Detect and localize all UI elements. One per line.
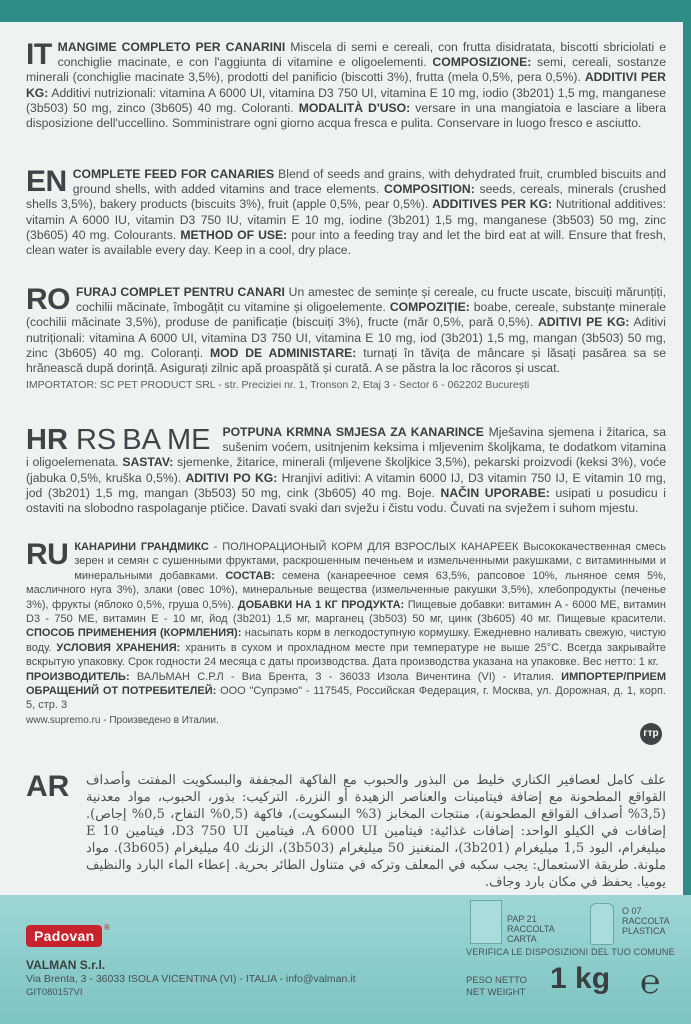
intro-ro: Un amestec de semințe și cereale, cu fructe uscate, biscuiți mărunțiți, cochilii măcinate, îmbogățit cu vitamine și oligoelemente. [76,285,666,315]
plastic-recycle-icon [590,903,614,945]
plastic-line1: RACCOLTA [622,916,670,926]
lang-code-en: EN [26,165,67,198]
title-ro: FURAJ COMPLET PENTRU CANARI [76,285,285,299]
comp-label-it: COMPOSIZIONE: [432,55,532,70]
importer-label-ru: ИМПОРТЕР/ПРИЕМ ОБРАЩЕНИЙ ОТ ПОТРЕБИТЕЛЕЙ: [26,670,666,698]
maker-ru: ВАЛЬМАН С.Р.Л - Виа Брента, 3 - 36033 Изола Вичентина (VI) - Италия. [129,670,562,683]
comp-label-ru: СОСТАВ: [225,569,275,582]
use-label-en: METHOD OF USE: [180,227,288,242]
comp-en: seeds, cereals, minerals (crushed shells 3,5%), bakery products (biscuits 3%), fruit (apple 0,5%, pear 0,5%). [26,182,666,212]
right-edge-band [683,22,691,922]
lang-code-ar: AR [26,770,70,803]
paper-line2: CARTA [507,934,537,944]
net-weight-label-it: PESO NETTO [466,975,528,986]
comp-label-en: COMPOSITION: [384,182,475,197]
store-label-ru: УСЛОВИЯ ХРАНЕНИЯ: [56,641,181,654]
paper-code: PAP 21 [507,914,537,924]
paper-recycle-icon [470,900,502,944]
lang-codes-hr [26,425,216,455]
intro-ru: Высококачественная смесь зерен и семян с сушенными фруктами, раскрошенным печеньем и измельченными ракушками, с витаминными и минеральными добавками. [74,541,666,582]
padovan-logo: Padovan [26,925,102,947]
add-it: Additivi nutrizionali: vitamina A 6000 UI, vitamina D3 750 UI, vitamina E 10 mg, iodio (3b201) 1,5 mg, manganese (3b503) 50 mg, zinco (3b605) 40 mg. Coloranti. [26,85,666,115]
lang-code-hr: HR [26,424,68,456]
net-weight-value: 1 kg [550,962,611,995]
use-ru: насыпать корм в легкодоступную кормушку. Ежедневно наливать свежую, чистую воду. [26,627,667,654]
net-weight-label-en: NET WEIGHT [466,987,526,998]
section-it [26,40,666,131]
use-label-ru: СПОСОБ ПРИМЕНЕНИЯ (КОРМЛЕНИЯ): [26,627,242,640]
use-hr: usipati u posudicu i ostaviti na slobodno raspolaganje ptičice. Davati svaki dan svježu i čistu vodu. Čuvati na svježem i suhom mjestu. [26,485,667,516]
use-it: versare in una mangiatoia e lasciare a libera disposizione dell'uccellino. Somministrare ogni giorno acqua fresca e pulita. Conservare in luogo fresco e asciutto. [26,100,666,131]
comp-hr: sjemenke, žitarice, minerali (mljevene školjkice 3,5%), pekarski proizvodi (keksi 3%), voće (jabuka 0,5%, kruška 0,5%). [26,455,666,485]
store-ru: хранить в сухом и прохладном месте при температуре не выше 25°С. Всегда закрывайте вскрытую упаковку. Срок годности 24 месяца с даты производства. Дата производства указана на упаковке. Вес нетто: 1 кг. [26,641,667,669]
section-hr [26,425,666,516]
intro-it: Miscela di semi e cereali, con frutta disidratata, biscotti sbriciolati e conchiglie macinate, e con l'aggiunta di vitamine e oligoelementi. [57,40,667,70]
company-address: Via Brenta, 3 - 36033 ISOLA VICENTINA (VI) - ITALIA - info@valman.it [26,973,356,985]
add-label-it: ADDITIVI PER KG: [26,70,666,100]
use-label-hr: NAČIN UPORABE: [440,485,550,500]
use-en: pour into a feeding tray and let the bird eat at will. Ensure that fresh, clean water is available every day. Keep in a cool, dry place. [26,227,667,258]
plastic-code: O 07 [622,906,642,916]
plastic-line2: PLASTICA [622,926,666,936]
title-hr: POTPUNA KRMNA SMJESA ZA KANARINCE [222,425,484,439]
lang-code-ru: RU [26,538,69,571]
section-en [26,167,666,258]
add-en: Nutritional additives: vitamin A 6000 IU, vitamin D3 750 IU, vitamin E 10 mg, iodine (3b201) 1,5 mg, manganese (3b503) 50 mg, zinc (3b605) 40 mg. Colourants. [26,197,666,242]
lang-code-ro: RO [26,283,70,316]
paper-recycle-text [507,914,555,944]
top-band [0,0,691,22]
comp-label-ro: COMPOZIȚIE: [389,300,470,315]
importer-ru: ООО "Супрэмо" - 117545, Российская Федерация, г. Москва, ул. Дорожная, д. 1, корп. 5, стр. 3 [26,685,666,712]
use-ro: turnați în tăvița de mâncare și lăsați pasărea sa se hrănească după dorință. Asigurați zilnic apă proaspătă și curată. A se păstra la loc răcoros și uscat. [26,345,666,376]
intro-hr: Mješavina sjemena i žitarica, sa sušenim voćem, usitnjenim keksima i mljevenim školjkama, te dodatkom vitamina i oligoelemenata. [26,425,666,470]
section-ru [26,540,666,728]
add-label-en: ADDITIVES PER KG: [432,197,553,212]
use-label-ro: MOD DE ADMINISTARE: [209,345,357,360]
lang-code-it: IT [26,38,52,71]
comp-ro: boabe, cereale, substanțe minerale (cochilii măcinate 3,5%), produse de panificație (biscuiți 3%), fructe (măr 0,5%, pară 0,5%). [26,300,666,330]
comp-it: semi, cereali, sostanze minerali (conchiglie macinate 3,5%), prodotti del panificio (biscotti 3%), frutta (mela 0,5%, pera 0,5%). [26,55,666,85]
comp-ru: семена (канареечное семя 63,5%, рапсовое 10%, льняное семя 5%, масличного нуга 3%), злаки (овес 10%), минеральные вещества (измельченные ракушки 3,5%), хлебопродукты (печенье 3%), фрукты (яблоко 0,5%, груша 0,5%). [26,569,666,611]
comp-label-hr: SASTAV: [122,455,174,470]
maker-label-ru: ПРОИЗВОДИТЕЛЬ: [26,670,130,683]
add-ru: Пищевые добавки: витамин A - 6000 МЕ, витамин D3 - 750 МЕ, витамин E - 10 мг, йод (3b201) 1,5 мг, марганец (3b503) 50 мг, цинк (3b605) 40 мг. Пищевые красители. [26,598,667,626]
add-ro: Aditivi nutriționali: vitamina A 6000 UI, vitamina D3 750 UI, vitamina E 10 mg, iod (3b201) 1,5 mg, mangan (3b503) 50 mg, zinc (3b605) 40 mg. Coloranți. [26,315,666,360]
company-name: VALMAN S.r.l. [26,958,106,972]
site-ru: www.supremo.ru - Произведено в Италии. [26,714,219,726]
lang-code-rs: RS [75,424,117,456]
add-label-ro: ADITIVI PE KG: [538,315,630,330]
estimated-sign-icon: ℮ [640,962,661,1002]
intro-en: Blend of seeds and grains, with dehydrated fruit, crumbled biscuits and ground shells, with added vitamins and trace elements. [72,167,666,197]
eac-certification-mark: гтр [640,723,662,745]
importer-ro: IMPORTATOR: SC PET PRODUCT SRL - str. Preciziei nr. 1, Tronson 2, Etaj 3 - Sector 6 - 062202 București [26,379,530,392]
plastic-recycle-text [622,906,670,936]
lang-code-me: ME [166,424,211,456]
use-label-it: MODALITÀ D'USO: [298,100,411,115]
add-hr: Hranjivi aditivi: A vitamin 6000 IJ, D3 vitamin 750 IJ, E vitamin 10 mg, jod (3b201) 1,5 mg, mangan (3b503) 50 mg, cink (3b605) 40 mg. Boje. [26,470,666,500]
lot-code: GIT080157VI [26,987,83,998]
add-label-hr: ADITIVI PO KG: [185,470,278,485]
lang-code-ba: BA [122,424,161,456]
title-rest-ru: - ПОЛНОРАЦИОНЫЙ КОРМ ДЛЯ ВЗРОСЛЫХ КАНАРЕЕК [208,541,519,553]
paper-line1: RACCOLTA [507,924,555,934]
add-label-ru: ДОБАВКИ НА 1 КГ ПРОДУКТА: [237,598,405,611]
registered-mark: ® [104,923,110,932]
section-ro [26,285,666,393]
title-ru: КАНАРИНИ ГРАНДМИКС [74,541,209,553]
section-ar: علف كامل لعصافير الكناري خليط من البذور والحبوب مع الفاكهة المجففة والبسكويت المفتت وأصداف القواقع المطحونة مع إضافة فيتامينات والعناصر الزهيدة أو النزرة. التركيب: بذور، الحبوب، مواد معدنية (3,5% أصداف القواقع المطحونة)، منتجات المخابز (3% البسكويت)، فاكهة (0,5% التفاح، 0,5% إجاص). إضافات في الكيلو الواحد: إضافات غذائية: فيتامين A 6000 UI، فيتامين D3 750 UI، فيتامين E 10 ميليغرام، اليود 1,5 ميليغرام (3b201)، المنغنيز 50 ميليغرام (3b503)، الزنك 40 ميليغرام (3b605). مواد ملونة. طريقة الاستعمال: يجب سكبه في المعلف وتركه في متناول الطائر بحرية. إعطاء الماء البارد والنظيف يوميا. يحفظ في مكان بارد وجاف. [86,773,667,890]
recycle-verify-note: VERIFICA LE DISPOSIZIONI DEL TUO COMUNE [466,947,675,957]
title-it: MANGIME COMPLETO PER CANARINI [57,40,286,54]
title-en: COMPLETE FEED FOR CANARIES [72,167,275,181]
